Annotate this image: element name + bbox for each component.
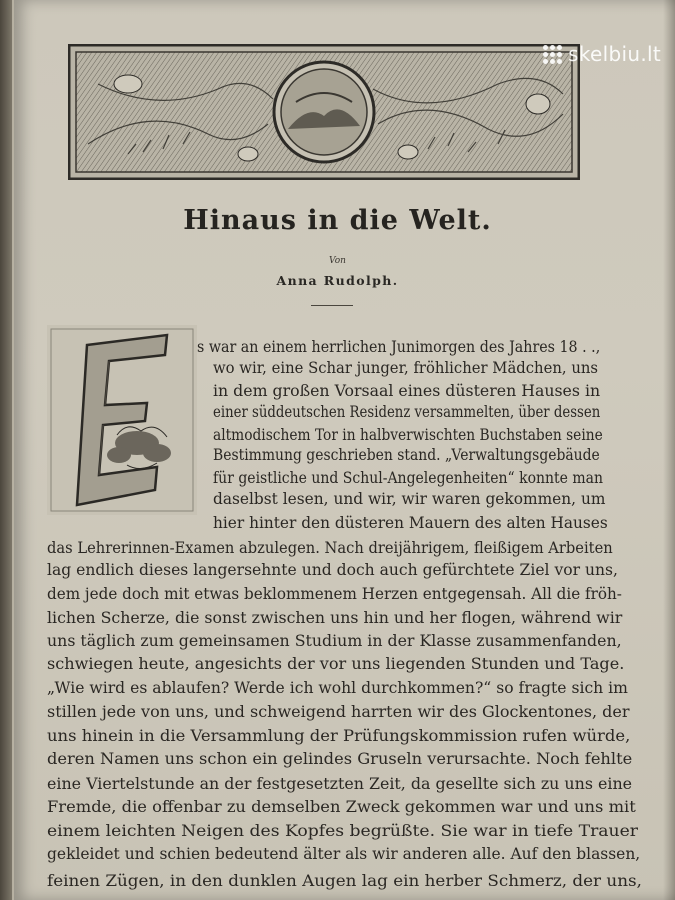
body-line: dem jede doch mit etwas beklommenem Herzen entgegensah. All die fröh- — [47, 585, 622, 603]
body-line: schwiegen heute, angesichts der vor uns liegenden Stunden und Tage. — [47, 655, 625, 673]
body-line: das Lehrerinnen-Examen abzulegen. Nach dreijährigem, fleißigem Arbeiten — [47, 539, 613, 557]
decorative-header-banner — [68, 44, 580, 180]
body-line: „Wie wird es ablaufen? Werde ich wohl durchkommen?“ so fragte sich im — [47, 679, 628, 697]
book-spine-edge — [0, 0, 12, 900]
watermark-text: skelbiu.lt — [568, 42, 661, 66]
body-line: Bestimmung geschrieben stand. „Verwaltungsgebäude — [213, 446, 600, 464]
body-line: eine Viertelstunde an der festgesetzten Zeit, da gesellte sich zu uns eine — [47, 775, 633, 793]
body-line: daselbst lesen, und wir, wir waren gekommen, um — [213, 490, 606, 508]
body-line: altmodischem Tor in halbverwischten Buchstaben seine — [213, 426, 603, 444]
body-line: wo wir, eine Schar junger, fröhlicher Mädchen, uns — [213, 359, 598, 377]
body-line: s war an einem herrlichen Junimorgen des Jahres 18 . ., — [197, 338, 601, 356]
body-line: lag endlich dieses langersehnte und doch auch gefürchtete Ziel vor uns, — [47, 561, 618, 579]
body-line: gekleidet und schien bedeutend älter als wir anderen alle. Auf den blassen, — [47, 845, 641, 863]
body-line: uns hinein in die Versammlung der Prüfungskommission rufen würde, — [47, 727, 631, 745]
title-divider — [311, 305, 353, 306]
decorative-initial-letter — [47, 325, 197, 515]
page-shadow — [663, 0, 675, 900]
body-line: in dem großen Vorsaal eines düsteren Hauses in — [213, 382, 601, 400]
body-line: einem leichten Neigen des Kopfes begrüßte. Sie war in tiefe Trauer — [47, 822, 639, 840]
body-line: für geistliche und Schul-Angelegenheiten“ konnte man — [213, 469, 604, 487]
body-line: deren Namen uns schon ein gelindes Gruseln verursachte. Noch fehlte — [47, 750, 633, 768]
body-line: lichen Scherze, die sonst zwischen uns hin und her flogen, während wir — [47, 609, 623, 627]
body-line: Fremde, die offenbar zu demselben Zweck gekommen war und uns mit — [47, 798, 636, 816]
body-line: feinen Zügen, in den dunklen Augen lag ein herber Schmerz, der uns, — [47, 872, 642, 890]
watermark-logo-icon — [543, 45, 562, 64]
article-byline: Von — [329, 256, 346, 266]
body-line: hier hinter den düsteren Mauern des alten Hauses — [213, 514, 608, 532]
body-line: uns täglich zum gemeinsamen Studium in der Klasse zusammenfanden, — [47, 632, 622, 650]
body-line: stillen jede von uns, und schweigend harrten wir des Glockentones, der — [47, 703, 630, 721]
article-title: Hinaus in die Welt. — [183, 205, 492, 236]
body-line: einer süddeutschen Residenz versammelten, über dessen — [213, 403, 601, 421]
article-author: Anna Rudolph. — [276, 273, 399, 288]
watermark — [543, 42, 661, 66]
